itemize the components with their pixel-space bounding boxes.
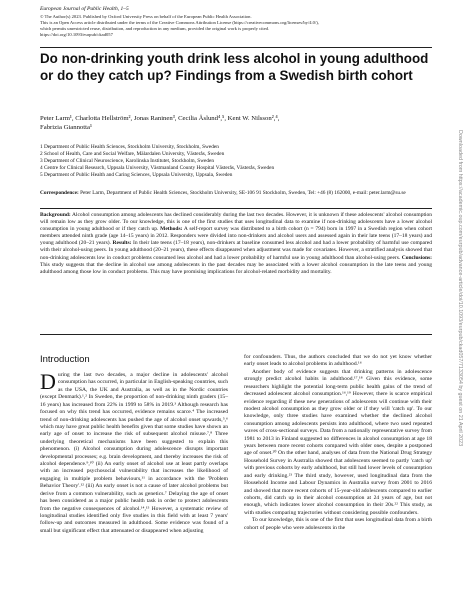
correspondence-label: Correspondence:	[40, 190, 79, 196]
download-watermark: Downloaded from https://academic.oup.com/eurpub/advance-article/doi/10.1093/eurpub/ckad057/7133054 by guest on 21 April 2023	[457, 130, 463, 447]
intro-paragraph	[40, 369, 228, 535]
abstract-methods-label: Methods:	[160, 226, 183, 233]
affiliation-item: 1 Department of Public Health Sciences, Stockholm University, Stockholm, Sweden	[40, 144, 219, 150]
article-title: Do non-drinking youth drink less alcohol in young adulthood or do they catch up? Findings from a Swedish birth cohort	[40, 51, 429, 83]
abstract-results: In their late teens (17–18 years), non-drinkers at baseline consumed less alcohol and had a lower probability of harmful use compared with their alcohol-using peers. In young adulthood (20–21 years), these effects disappeared when adjustment was made for covariates. However, a stratified analysis showed that non-drinking adolescents low in conduct problems consumed less alcohol and had a lower probability of harmful use in young adulthood than alcohol-using peers.	[40, 240, 432, 261]
correspondence	[40, 190, 432, 197]
abstract-conclusions: This study suggests that the decline in alcohol use among adolescents in the past decades may be associated with a lower alcohol consumption in the late teens and young adulthood among those low in conduct problems. This may have promising implications for alcohol-related morbidity and mortality.	[40, 261, 432, 275]
license-line-2: which permits unrestricted reuse, distribution, and reproduction in any medium, provided the original work is properly cited.	[40, 26, 270, 32]
correspondence-text: Peter Larm, Department of Public Health Sciences, Stockholm University, SE-106 91 Stockholm, Sweden, Tel: +46 (8) 162000, e-mail: peter.larm@su.se	[78, 190, 406, 196]
abstract-results-label: Results:	[112, 240, 132, 247]
affiliation-list	[40, 144, 432, 179]
abstract-background: Alcohol consumption among adolescents has declined considerably during the last two decades. However, it is unknown if these adolescents' alcohol consumption will remain low as they grow older. To our knowledge, this is one of the first studies that uses longitudinal data to examine if non-drinking adolescents have a lower alcohol consumption in young adulthood or if they catch up.	[40, 212, 432, 233]
journal-name: European Journal of Public Health, 1–5	[40, 6, 129, 12]
intro-paragraph: To our knowledge, this is one of the first that uses longitudinal data from a birth cohort of people who were adolescents in the	[244, 517, 432, 531]
publication-info	[40, 14, 432, 38]
doi-link[interactable]: https://doi.org/10.1093/eurpub/ckad057	[40, 32, 113, 38]
affiliation-item: 2 School of Health, Care and Social Welfare, Mälardalen University, Västerås, Sweden	[40, 150, 225, 157]
abstract	[40, 212, 432, 276]
abstract-background-label: Background:	[40, 212, 71, 218]
abstract-methods: A self-report survey was distributed to a birth cohort (n = 794) born in 1997 in a Swedish region when cohort members attended ninth grade (age 14–15 years) in 2012. Responders were divided into non-drinkers and alcohol users and assessed again in their late teens (17–18 years) and young adulthood (20–21 years).	[40, 226, 433, 247]
drop-cap: D	[40, 369, 56, 394]
author-line-1: Peter Larm¹, Charlotta Hellström², Jonas Raninen³, Cecilia Åslund⁴,⁵, Kent W. Nilsson²,⁴,	[40, 115, 280, 122]
abstract-bottom-rule	[40, 334, 432, 335]
header-rule	[40, 47, 432, 48]
abstract-top-rule	[40, 208, 432, 209]
affiliation-item: 4 Centre for Clinical Research, Uppsala University, Västmanland County Hospital Västerås, Västerås, Sweden	[40, 164, 275, 171]
section-heading-introduction: Introduction	[40, 354, 90, 365]
intro-paragraph: Another body of evidence suggests that drinking patterns in adolescence strongly predict alcohol habits in adulthood.¹⁷,¹⁸ Given this evidence, some researchers highlight the potential long-term public health gains of the trend of decreased adolescent alcohol consumption.¹⁶,¹⁹ However, there is scarce empirical evidence regarding if these new generations of adolescents will continue with their modest alcohol consumption as they grow older or if they will 'catch up'. To our knowledge, only three studies have examined whether the declined alcohol consumption among adolescents persists into adulthood, where two used repeated waves of cross-sectional surveys. Data from a nationally representative survey from 1981 to 2013 in Finland suggested no differences in alcohol consumption at age 18 years between more recent cohorts compared with older ones, despite a postponed age of onset.²⁰ On the other hand, analyses of data from the National Drug Strategy Household Survey in Australia showed that adolescents seemed to partly 'catch up' with previous cohorts by early adulthood, but still had lower levels of consumption and early drinking.²¹ The third study, however, used longitudinal data from the Household Income and Labour Dynamics in Australia survey from 2001 to 2016 and showed that more recent cohorts of 15-year-old adolescents compared to earlier cohorts, did catch up in their alcohol consumption at 24 years of age, but not enough, which indicates lower alcohol consumption in their 20s.²² This study, as with studies comparing trajectories without considering possible confounders.	[244, 368, 432, 516]
author-line-2: Fabrizia Giannotta¹	[40, 124, 92, 131]
intro-paragraph: for confounders. Thus, the authors concluded that we do not yet know whether early onset leads to alcohol problems in adulthood.¹⁶	[244, 354, 432, 368]
license-line-1: This is an Open Access article distributed under the terms of the Creative Commons Attribution License (https://creativecommons.org/licenses/by/4.0/),	[40, 20, 319, 26]
author-list	[40, 114, 432, 132]
affiliation-item: 3 Department of Clinical Neuroscience, Karolinska Institutet, Stockholm, Sweden	[40, 157, 215, 164]
affiliation-item: 5 Department of Public Health and Caring Sciences, Uppsala University, Uppsala, Sweden	[40, 171, 233, 178]
text-column-left	[40, 369, 228, 535]
intro-paragraph-text: uring the last two decades, a major decline in adolescents' alcohol consumption has occurred, in particular in English-speaking countries, such as the USA, the UK and Australia, as well as in the Nordic countries (except Denmark).¹,² In Sweden, the proportion of non-drinking ninth graders (15–16 years) has increased from 22% in 1999 to 58% in 2019.³ Although research has focused on why this trend has occurred, evidence remains scarce.⁴ The increased trend of non-drinking adolescents has pushed the age of alcohol onset upwards,⁵,⁶ which may have great public health benefits given that some studies have shown an early age of onset to increase the risk of subsequent alcohol misuse.⁷,⁸ Three underlying theoretical mechanisms have been suggested to explain this phenomenon. (i) Alcohol consumption during adolescence disrupts important developmental processes; e.g. brain development, and thereby increases the risk of alcohol dependence.⁹,¹⁰ (ii) An early onset of alcohol use at least partly overlaps with an increased psychosocial vulnerability that increases the likelihood of engaging in multiple problem behaviours,¹¹ in accordance with the 'Problem Behavior Theory'.¹² (iii) An early onset is not a cause of later alcohol problems but derive from a common vulnerability, such as genetics.⁷ Delaying the age of onset has been considered as a major public health task in order to protect adolescents from the negative consequences of alcohol.¹⁴,¹⁵ However, a systematic review of longitudinal studies identified only five studies in this field with at least 7 years' follow-up and outcomes measured in adulthood. Some evidence was found of a small but significant effect that attenuated or disappeared when adjusting	[40, 372, 228, 534]
abstract-conclusions-label: Conclusions:	[401, 254, 433, 261]
text-column-right	[244, 354, 432, 532]
copyright-line: © The Author(s) 2023. Published by Oxford University Press on behalf of the European Public Health Association.	[40, 14, 252, 19]
